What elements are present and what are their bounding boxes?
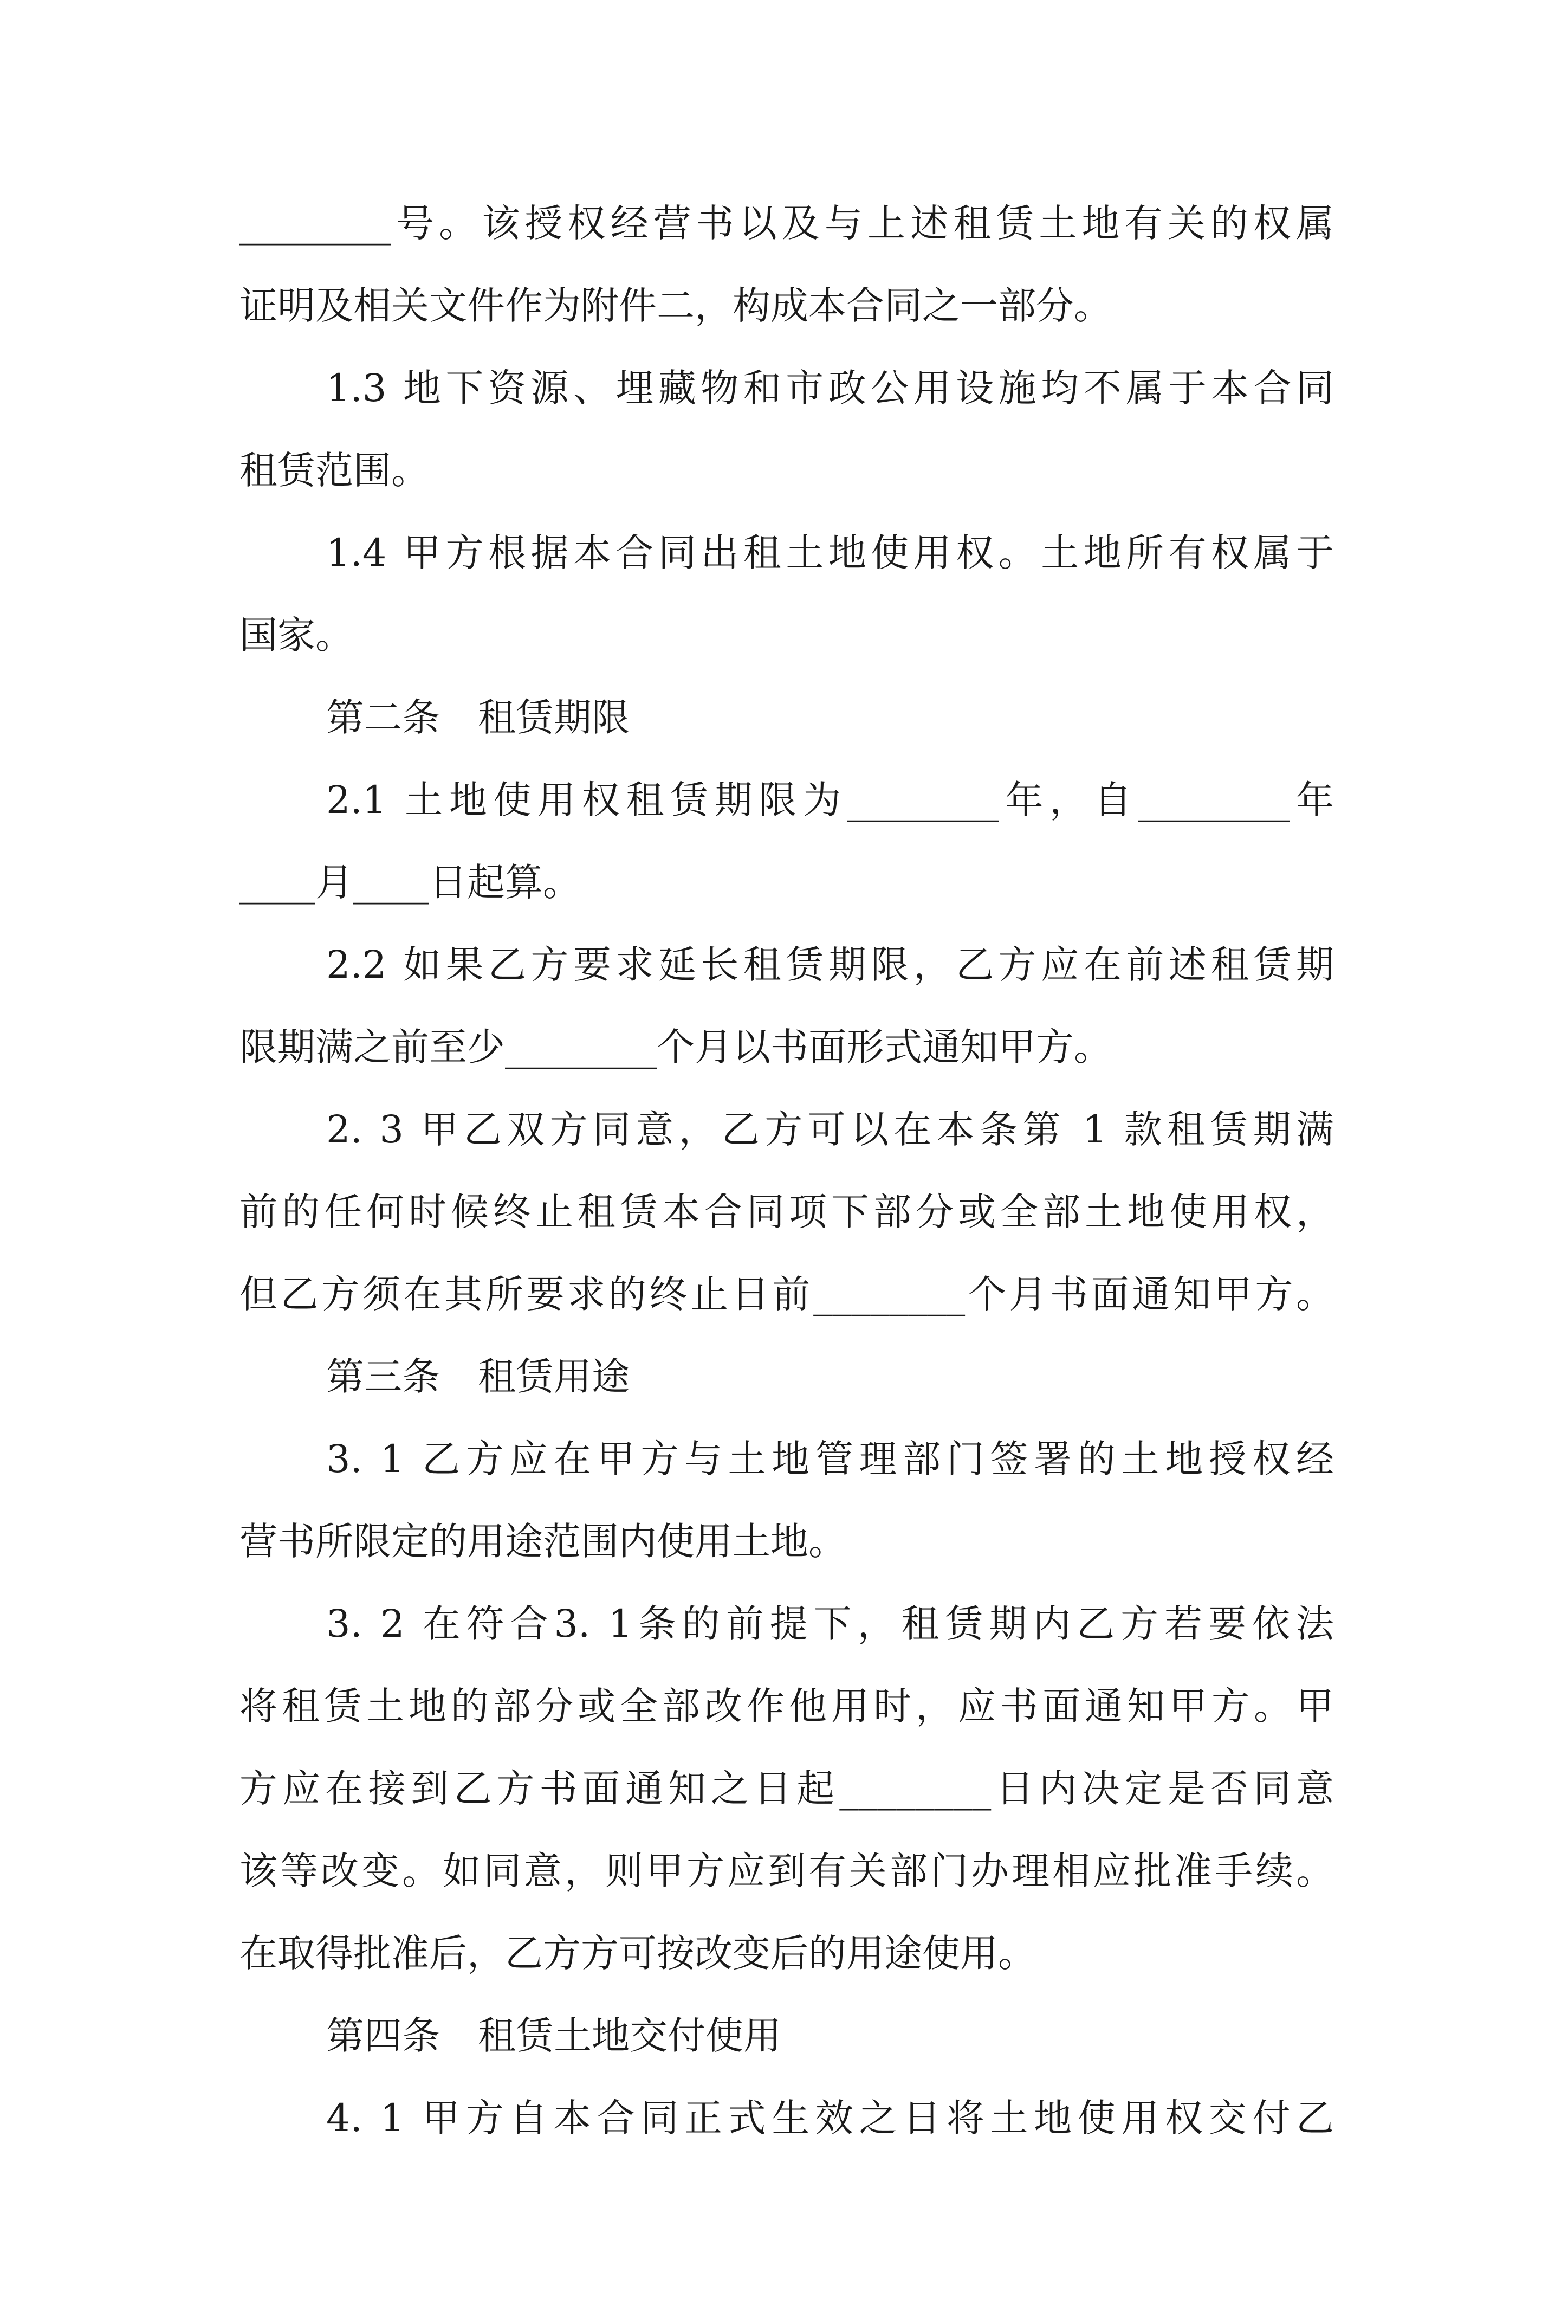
line-text: 3. 1 乙方应在甲方与土地管理部门签署的土地授权经	[326, 1437, 1334, 1481]
line-text: 第三条 租赁用途	[326, 1354, 630, 1399]
text-line	[0, 1418, 1568, 1500]
line-text: 2. 3 甲乙双方同意，乙方可以在本条第 1 款租赁期满	[326, 1107, 1334, 1152]
line-text: 将租赁土地的部分或全部改作他用时，应书面通知甲方。甲	[239, 1684, 1334, 1728]
line-text: 营书所限定的用途范围内使用土地。	[239, 1519, 846, 1564]
text-line	[0, 924, 1568, 1006]
line-text: 限期满之前至少________个月以书面形式通知甲方。	[239, 1025, 1112, 1069]
text-line	[0, 1665, 1568, 1747]
line-text: 3. 2 在符合3. 1条的前提下，租赁期内乙方若要依法	[326, 1602, 1334, 1646]
line-text: 2.1 土地使用权租赁期限为________年，自________年	[326, 778, 1334, 822]
text-line	[0, 1747, 1568, 1830]
text-line	[0, 1500, 1568, 1583]
text-line	[0, 1006, 1568, 1088]
text-line	[0, 1830, 1568, 1912]
text-line	[0, 2077, 1568, 2159]
section-heading	[0, 1994, 1568, 2077]
text-line	[0, 347, 1568, 429]
text-line	[0, 512, 1568, 594]
text-line	[0, 1253, 1568, 1335]
line-text: 方应在接到乙方书面通知之日起________日内决定是否同意	[239, 1766, 1334, 1811]
line-text: 国家。	[239, 613, 353, 657]
line-text: 4. 1 甲方自本合同正式生效之日将土地使用权交付乙	[326, 2096, 1334, 2140]
line-text: ________号。该授权经营书以及与上述租赁土地有关的权属	[239, 201, 1334, 246]
line-text: 2.2 如果乙方要求延长租赁期限，乙方应在前述租赁期	[326, 942, 1334, 987]
line-text: 租赁范围。	[239, 448, 429, 493]
line-text: 第四条 租赁土地交付使用	[326, 2013, 781, 2058]
text-line	[0, 1171, 1568, 1253]
line-text: 第二条 租赁期限	[326, 695, 630, 740]
text-line	[0, 1088, 1568, 1171]
text-line	[0, 594, 1568, 676]
section-heading	[0, 676, 1568, 759]
line-text: 1.3 地下资源、埋藏物和市政公用设施均不属于本合同	[326, 366, 1334, 410]
line-text: ____月____日起算。	[239, 860, 581, 905]
text-line	[0, 1583, 1568, 1665]
text-line	[0, 841, 1568, 924]
text-line	[0, 1912, 1568, 1994]
line-text: 1.4 甲方根据本合同出租土地使用权。土地所有权属于	[326, 531, 1334, 575]
line-text: 该等改变。如同意，则甲方应到有关部门办理相应批准手续。	[239, 1849, 1334, 1893]
text-line	[0, 759, 1568, 841]
section-heading	[0, 1335, 1568, 1418]
text-line	[0, 429, 1568, 512]
text-line	[0, 264, 1568, 347]
line-text: 证明及相关文件作为附件二，构成本合同之一部分。	[239, 283, 1112, 328]
line-text: 前的任何时候终止租赁本合同项下部分或全部土地使用权，	[239, 1190, 1334, 1234]
line-text: 在取得批准后，乙方方可按改变后的用途使用。	[239, 1931, 1036, 1976]
text-line	[0, 182, 1568, 264]
line-text: 但乙方须在其所要求的终止日前________个月书面通知甲方。	[239, 1272, 1334, 1316]
